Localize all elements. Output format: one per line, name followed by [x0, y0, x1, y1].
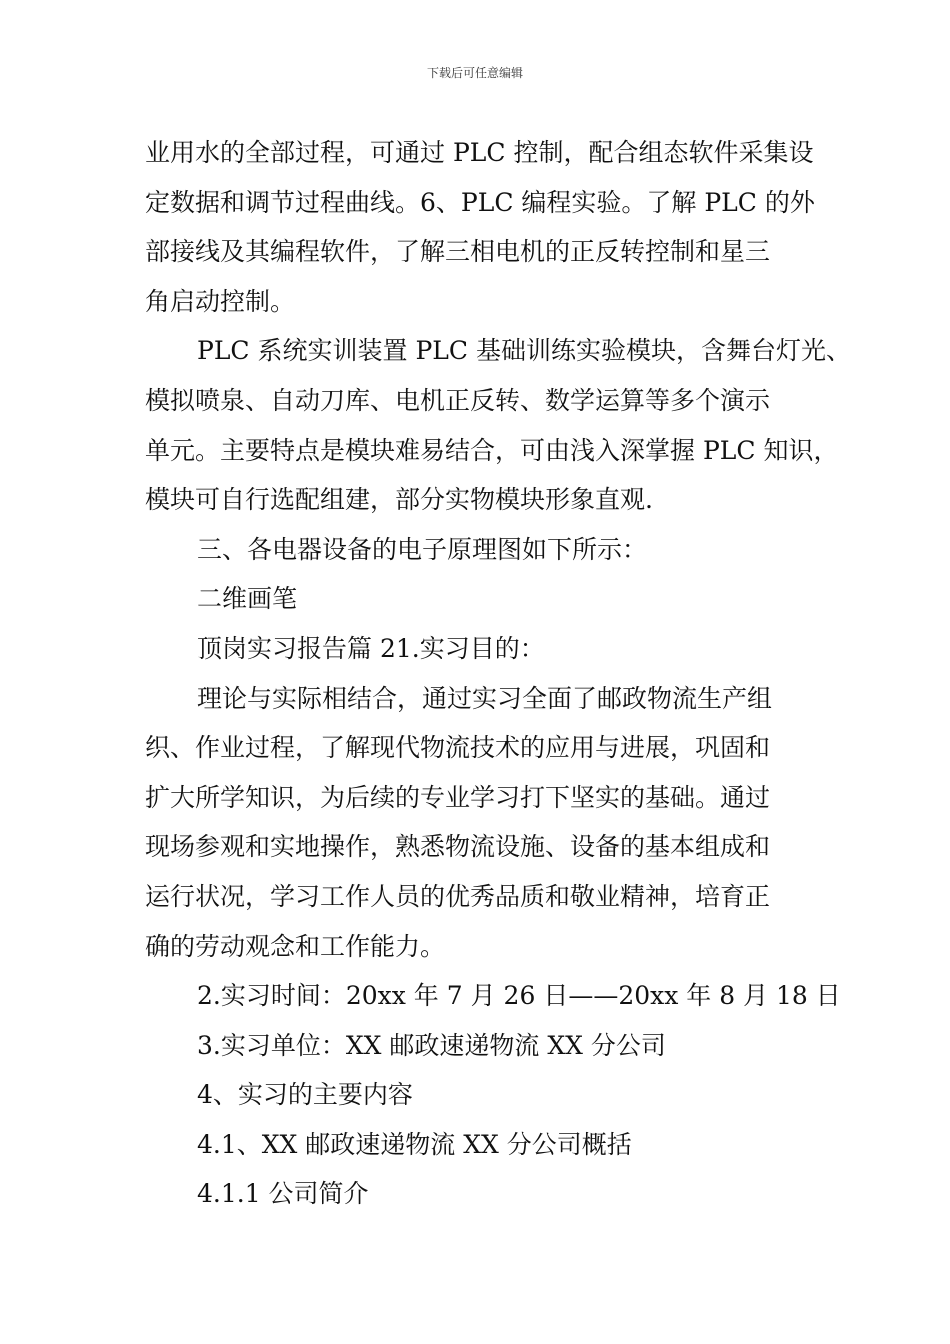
- paragraph-start-line: PLC 系统实训装置 PLC 基础训练实验模块，含舞台灯光、: [197, 336, 851, 366]
- section-heading: 4、实习的主要内容: [197, 1080, 413, 1110]
- subsection-heading: 4.1、XX 邮政速递物流 XX 分公司概括: [197, 1129, 632, 1159]
- report-title-line: 顶岗实习报告篇 21.实习目的：: [197, 633, 545, 663]
- body-line: 角启动控制。: [145, 286, 296, 316]
- body-line: 二维画笔: [197, 584, 298, 614]
- body-line: 模块可自行选配组建，部分实物模块形象直观.: [145, 485, 653, 515]
- subsection-heading: 4.1.1 公司简介: [197, 1179, 369, 1209]
- section-heading: 三、各电器设备的电子原理图如下所示：: [197, 534, 648, 564]
- body-line: 模拟喷泉、自动刀库、电机正反转、数学运算等多个演示: [145, 385, 771, 415]
- paragraph-start-line: 理论与实际相结合，通过实习全面了邮政物流生产组: [197, 683, 773, 713]
- document-body: [145, 128, 851, 1219]
- body-line: 定数据和调节过程曲线。6、PLC 编程实验。了解 PLC 的外: [145, 187, 815, 217]
- body-line: 确的劳动观念和工作能力。: [145, 931, 446, 961]
- body-line: 运行状况，学习工作人员的优秀品质和敬业精神，培育正: [145, 881, 771, 911]
- body-line: 织、作业过程，了解现代物流技术的应用与进展，巩固和: [145, 733, 771, 763]
- internship-time-line: 2.实习时间：20xx 年 7 月 26 日——20xx 年 8 月 18 日: [197, 981, 841, 1011]
- body-line: 业用水的全部过程，可通过 PLC 控制，配合组态软件采集设: [145, 138, 814, 167]
- body-line: 单元。主要特点是模块难易结合，可由浅入深掌握 PLC 知识，: [145, 435, 839, 465]
- body-line: 部接线及其编程软件，了解三相电机的正反转控制和星三: [145, 237, 771, 267]
- body-line: 扩大所学知识，为后续的专业学习打下坚实的基础。通过: [145, 782, 771, 812]
- page-header: 下载后可任意编辑: [426, 66, 523, 80]
- body-line: 现场参观和实地操作，熟悉物流设施、设备的基本组成和: [145, 832, 771, 862]
- internship-unit-line: 3.实习单位：XX 邮政速递物流 XX 分公司: [197, 1030, 666, 1060]
